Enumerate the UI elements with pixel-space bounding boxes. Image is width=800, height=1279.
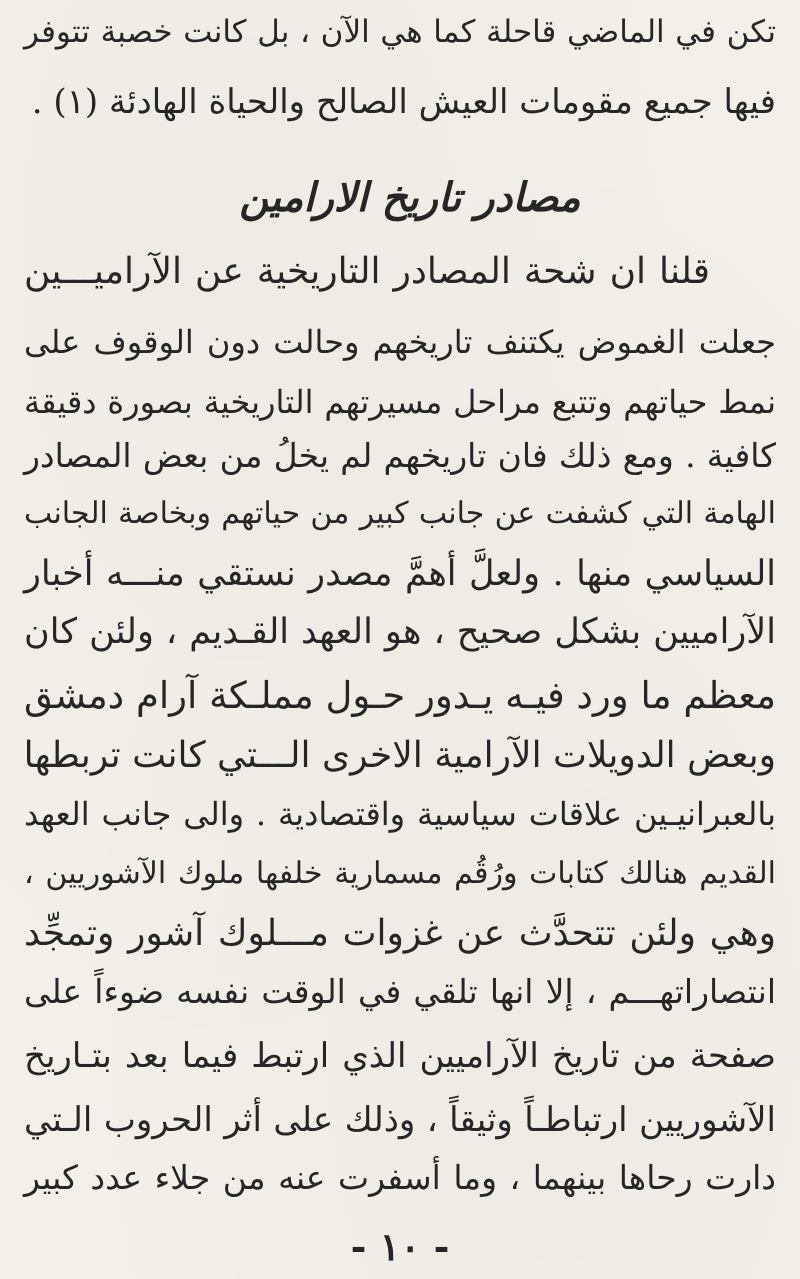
intro-line-2: فيها جميع مقومات العيش الصالح والحياة الهادئة (١) . xyxy=(31,82,776,122)
body-line-4: كافية . ومع ذلك فان تاريخهم لم يخلُ من بعض المصادر xyxy=(24,436,776,475)
body-line-8: معظم ما ورد فيـه يـدور حـول مملـكة آرام دمشق xyxy=(24,674,776,717)
body-line-3: نمط حياتهم وتتبع مراحل مسيرتهم التاريخية بصورة دقيقة xyxy=(24,383,776,421)
body-line-6: السياسي منها . ولعلَّ أهمَّ مصدر نستقي منـــه أخبار xyxy=(24,554,776,594)
body-line-1: قلنا ان شحة المصادر التاريخية عن الآراميـــين xyxy=(24,251,710,292)
body-line-11: القديم هنالك كتابات ورُقُم مسمارية خلفها ملوك الآشوريين ، xyxy=(24,856,776,891)
body-line-5: الهامة التي كشفت عن جانب كبير من حياتهم وبخاصة الجانب xyxy=(24,496,776,531)
body-line-15: الآشوريين ارتباطـاً وثيقاً ، وذلك على أثر الحروب الـتي xyxy=(24,1100,776,1140)
body-line-10: بالعبرانيـين علاقات سياسية واقتصادية . والى جانب العهد xyxy=(24,795,776,833)
section-heading: مصادر تاريخ الارامين xyxy=(239,174,581,221)
intro-line-1: تكن في الماضي قاحلة كما هي الآن ، بل كانت خصبة تتوفر xyxy=(24,14,776,50)
body-line-13: انتصاراتهـــم ، إلا انها تلقي في الوقت نفسه ضوءاً على xyxy=(24,972,776,1011)
body-line-9: وبعض الدويلات الآرامية الاخرى الـــتي كانت تربطها xyxy=(23,735,776,776)
body-line-12: وهي ولئن تتحدَّث عن غزوات مـــلوك آشور وتمجِّد xyxy=(24,913,776,954)
body-line-14: صفحة من تاريخ الآراميين الذي ارتبط فيما بعد بتـاريخ xyxy=(24,1036,776,1076)
page-number: - ١٠ - xyxy=(350,1224,450,1269)
body-line-7: الآراميين بشكل صحيح ، هو العهد القـديم ، ولئن كان xyxy=(24,612,776,652)
body-line-2: جعلت الغموض يكتنف تاريخهم وحالت دون الوقوف على xyxy=(24,323,776,361)
body-line-16: دارت رحاها بينهما ، وما أسفرت عنه من جلاء عدد كبير xyxy=(24,1158,776,1197)
